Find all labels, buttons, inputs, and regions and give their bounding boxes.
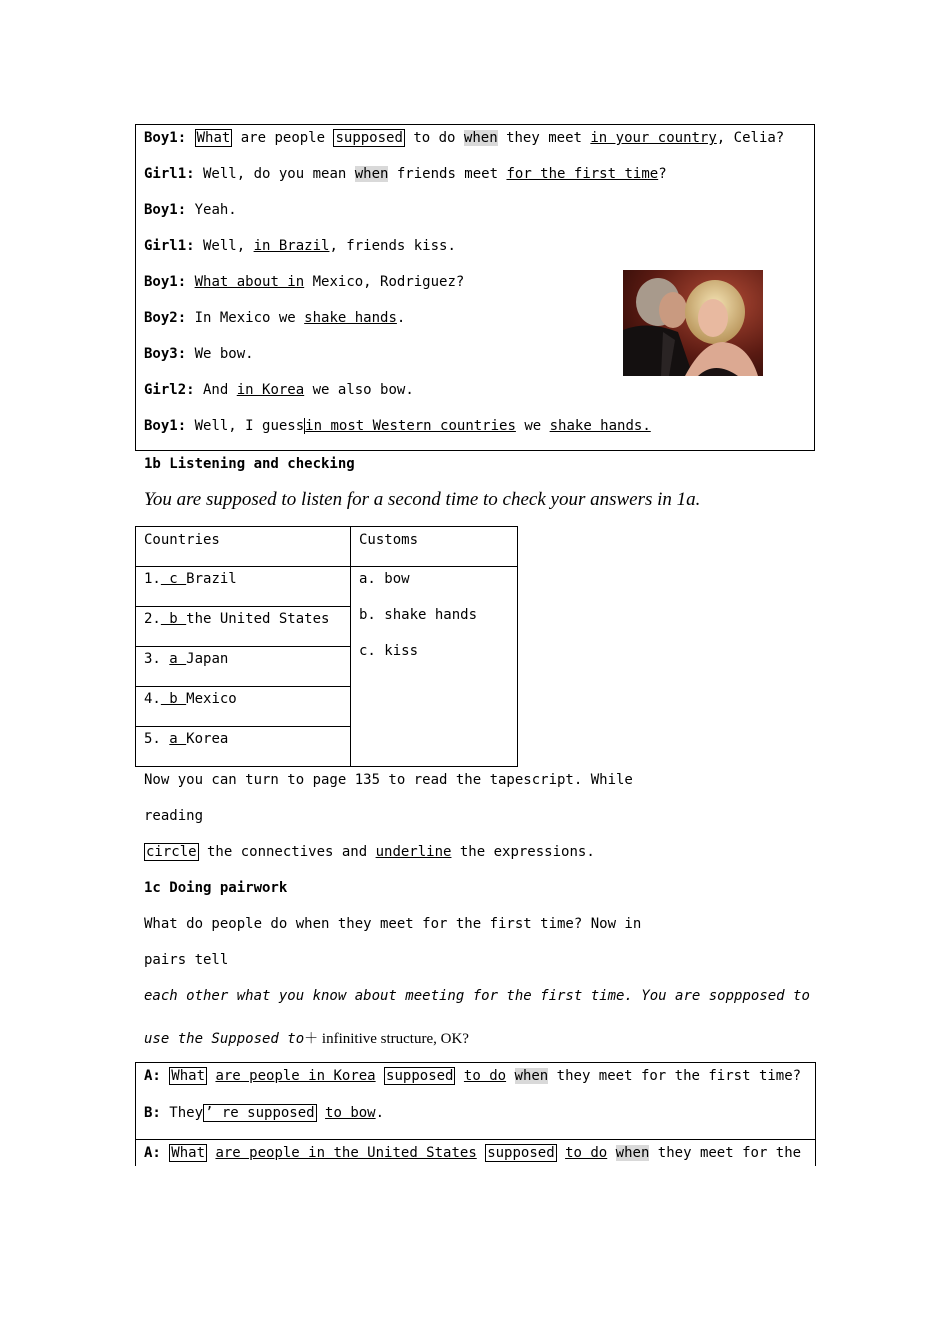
answer: c [160,571,187,587]
underlined-phrase: What about in [194,274,305,290]
pairwork-line: pairs tell [144,952,229,968]
table-row [144,651,228,667]
text: Mexico, Rodriguez? [304,274,465,290]
speaker-label: B: [144,1105,161,1121]
underlined-phrase: to do [565,1145,608,1161]
country: Japan [186,651,229,667]
custom-item: c. kiss [359,643,419,659]
underlined-phrase: in your country [590,130,717,146]
pairwork-dialogue-box [135,1062,816,1166]
answer: a [169,651,187,667]
text: Yeah. [186,202,237,218]
country: Korea [186,731,229,747]
text: friends meet [388,166,507,182]
speaker-label: Boy1: [144,202,187,218]
tapescript-line [144,844,595,860]
text: are people [232,130,334,146]
text: they meet for the [649,1145,802,1161]
underlined-phrase: to do [463,1068,507,1084]
text: Well, do you mean [194,166,355,182]
highlighted-word: when [463,130,498,146]
divider [350,527,351,766]
section-heading-1b: 1b Listening and checking [144,456,355,472]
country: the United States [186,611,330,627]
row-number: 5. [144,731,170,747]
divider [136,606,350,607]
pairwork-line: What do people do when they meet for the first time? Now in [144,916,642,932]
speaker-label: A: [144,1068,161,1084]
dialogue-line [144,130,784,146]
underlined-phrase: in Brazil [253,238,330,254]
answer: b [160,691,187,707]
text: . [375,1105,385,1121]
column-header-customs: Customs [359,532,419,548]
speaker-label: Boy1: [144,130,187,146]
pairwork-line: each other what you know about meeting for the first time. You are soppposed to [144,988,810,1004]
dialogue-line [144,166,667,182]
dialogue-line [144,1068,801,1084]
text: we also bow. [304,382,414,398]
column-header-countries: Countries [144,532,220,548]
text: They [160,1105,204,1121]
divider [136,686,350,687]
country: Mexico [186,691,237,707]
underlined-word: underline [375,844,452,860]
instruction-1b: You are supposed to listen for a second time to check your answers in 1a. [144,489,701,510]
divider [136,726,350,727]
highlighted-word: when [354,166,389,182]
answer: a [169,731,187,747]
speaker-label: Girl2: [144,382,195,398]
dialogue-line [144,346,254,362]
circled-phrase: ’ re supposed [205,1105,315,1121]
underlined-phrase: to bow [325,1105,376,1121]
circled-word: What [171,1145,206,1161]
text: use the Supposed to [144,1031,305,1047]
table-row [144,611,329,627]
text: the connectives and [198,844,376,860]
underlined-phrase: shake hands [304,310,397,326]
table-row [144,571,237,587]
divider [136,1139,815,1140]
text: ? [658,166,667,182]
text: And [194,382,237,398]
pairwork-line [144,1028,469,1048]
underlined-phrase: are people in the United States [215,1145,477,1161]
circled-word: What [196,130,231,146]
custom-item: a. bow [359,571,410,587]
dialogue-line [144,238,456,254]
dialogue-line [144,382,414,398]
speaker-label: A: [144,1145,161,1161]
underlined-phrase: for the first time [506,166,659,182]
table-row [144,731,228,747]
text: . [396,310,406,326]
underlined-phrase: shake hands. [549,418,651,434]
dialogue-line [144,418,651,434]
speaker-label: Boy1: [144,274,187,290]
speaker-label: Boy1: [144,418,187,434]
custom-item: b. shake hands [359,607,478,623]
text: to do [404,130,464,146]
dialogue-line [144,1105,384,1121]
underlined-phrase: in Korea [236,382,305,398]
text: they meet [497,130,591,146]
tapescript-line: reading [144,808,204,824]
text: Well, I guess [186,418,305,434]
highlighted-word: when [514,1068,549,1084]
answer: b [160,611,187,627]
dialogue-line [144,310,405,326]
text: In Mexico we [186,310,305,326]
row-number: 3. [144,651,170,667]
underlined-phrase: are people in Korea [215,1068,376,1084]
highlighted-word: when [615,1145,650,1161]
text: the expressions. [451,844,595,860]
tapescript-line: Now you can turn to page 135 to read the tapescript. While [144,772,633,788]
circled-word: circle [146,844,197,860]
circled-word: supposed [487,1145,555,1161]
dialogue-line [144,1145,801,1161]
text: Well, [194,238,254,254]
text: We bow. [186,346,254,362]
circled-word: supposed [335,130,403,146]
greeting-photo [623,270,763,376]
text: they meet for the first time? [548,1068,802,1084]
text: infinitive structure, OK? [318,1031,469,1047]
divider [136,646,350,647]
speaker-label: Boy3: [144,346,187,362]
speaker-label: Girl1: [144,166,195,182]
countries-customs-table [135,526,518,767]
row-number: 4. [144,691,161,707]
table-row [144,691,237,707]
divider [136,566,517,567]
speaker-label: Girl1: [144,238,195,254]
underlined-phrase: in most Western countries [305,418,516,434]
row-number: 2. [144,611,161,627]
circled-word: supposed [386,1068,454,1084]
section-heading-1c: 1c Doing pairwork [144,880,288,896]
text: , friends kiss. [329,238,456,254]
circled-word: What [171,1068,206,1084]
speaker-label: Boy2: [144,310,187,326]
text: , Celia? [716,130,785,146]
row-number: 1. [144,571,161,587]
dialogue-line [144,202,237,218]
plus-sign: ＋ [304,1031,319,1047]
dialogue-line [144,274,464,290]
country: Brazil [186,571,237,587]
text: we [515,418,550,434]
